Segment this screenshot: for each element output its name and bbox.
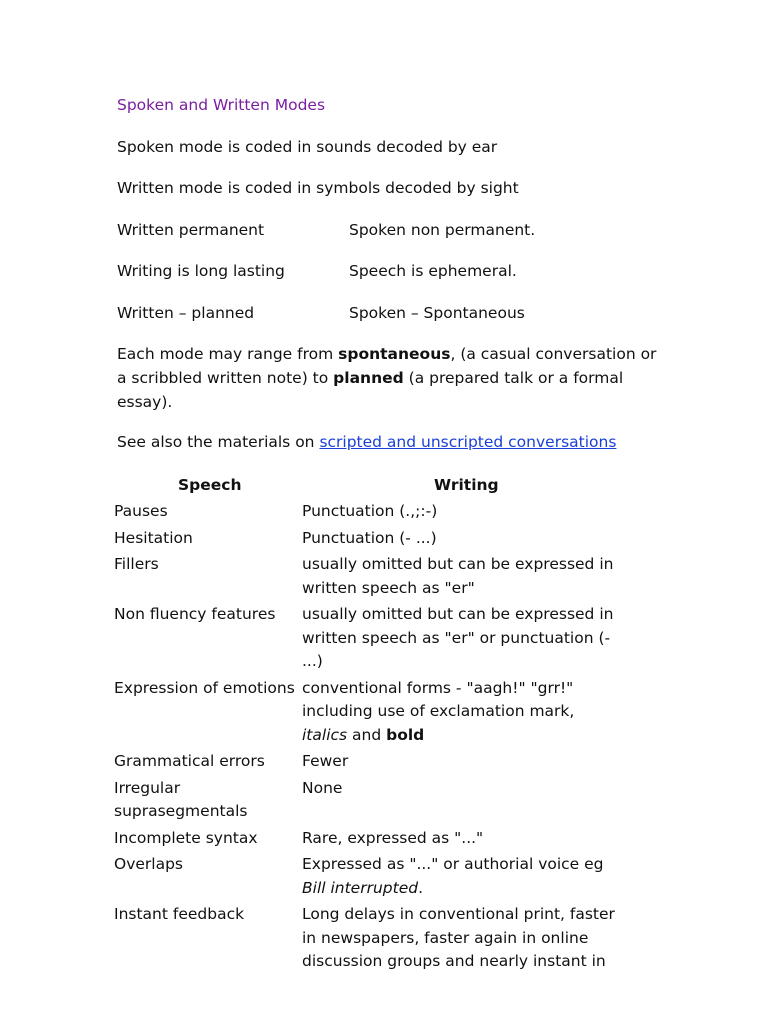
speech-cell: Pauses	[114, 502, 168, 520]
table-row	[114, 777, 634, 824]
range-text-2: , (a casual conversation or a scribbled written note) to	[117, 345, 657, 387]
range-bold-planned: planned	[333, 369, 404, 387]
writing-text: Expressed as "..." or authorial voice eg	[302, 855, 604, 873]
writing-cell: Punctuation (.,;:-)	[302, 502, 438, 520]
table-header	[114, 473, 634, 500]
contrast-written: Written – planned	[117, 304, 255, 322]
speech-cell: Hesitation	[114, 528, 193, 547]
table-row	[114, 827, 634, 851]
speech-cell: Non fluency features	[114, 605, 276, 623]
table-row	[114, 677, 634, 748]
range-text-3: (a prepared talk or a formal essay).	[117, 369, 624, 411]
writing-cell	[302, 853, 622, 900]
range-text-1: Each mode may range from	[117, 345, 339, 363]
speech-cell: Overlaps	[114, 855, 184, 873]
intro-line-spoken: Spoken mode is coded in sounds decoded by ear	[117, 138, 498, 156]
writing-cell	[302, 677, 622, 748]
see-also-line	[117, 430, 616, 454]
contrast-written: Written permanent	[117, 221, 265, 239]
writing-cell: Rare, expressed as "..."	[302, 828, 484, 847]
header-speech: Speech	[178, 476, 242, 494]
writing-text: conventional forms - "aagh!" "grr!" including use of exclamation mark,	[302, 678, 575, 720]
speech-cell: Grammatical errors	[114, 752, 265, 770]
contrast-written: Writing is long lasting	[117, 262, 285, 280]
speech-cell: Fillers	[114, 555, 159, 573]
writing-cell: Punctuation (- ...)	[302, 528, 437, 547]
writing-cell: usually omitted but can be expressed in written speech as "er" or punctuation (- ...)	[302, 605, 614, 670]
table-row	[114, 750, 634, 774]
speech-cell: Expression of emotions	[114, 678, 295, 697]
table-row	[114, 500, 634, 524]
document-title: Spoken and Written Modes	[117, 96, 326, 114]
writing-bold: bold	[386, 725, 425, 744]
writing-text: .	[418, 878, 424, 897]
range-paragraph	[117, 342, 662, 414]
intro-line-written: Written mode is coded in symbols decoded by sight	[117, 179, 519, 197]
speech-cell: Irregular suprasegmentals	[114, 778, 248, 820]
scripted-conversations-link[interactable]: scripted and unscripted conversations	[319, 433, 617, 451]
speech-cell: Incomplete syntax	[114, 828, 258, 847]
writing-cell: Long delays in conventional print, faster in newspapers, faster again in online discussion groups and nearly instant in	[302, 905, 615, 970]
table-row	[114, 603, 634, 674]
writing-cell: None	[302, 778, 343, 797]
speech-writing-table	[114, 473, 634, 977]
writing-italic: Bill interrupted	[302, 878, 419, 897]
contrast-spoken: Speech is ephemeral.	[349, 262, 517, 280]
contrast-spoken: Spoken – Spontaneous	[349, 304, 525, 322]
table-row	[114, 903, 634, 974]
writing-text: and	[347, 725, 387, 744]
table-row	[114, 527, 634, 551]
contrast-spoken: Spoken non permanent.	[349, 221, 536, 239]
writing-cell: Fewer	[302, 752, 349, 770]
writing-cell: usually omitted but can be expressed in written speech as "er"	[302, 555, 614, 597]
see-also-prefix: See also the materials on	[117, 433, 320, 451]
writing-italic: italics	[302, 725, 348, 744]
header-writing: Writing	[434, 476, 499, 494]
table-row	[114, 853, 634, 900]
table-row	[114, 553, 634, 600]
speech-cell: Instant feedback	[114, 905, 245, 923]
range-bold-spontaneous: spontaneous	[338, 345, 451, 363]
